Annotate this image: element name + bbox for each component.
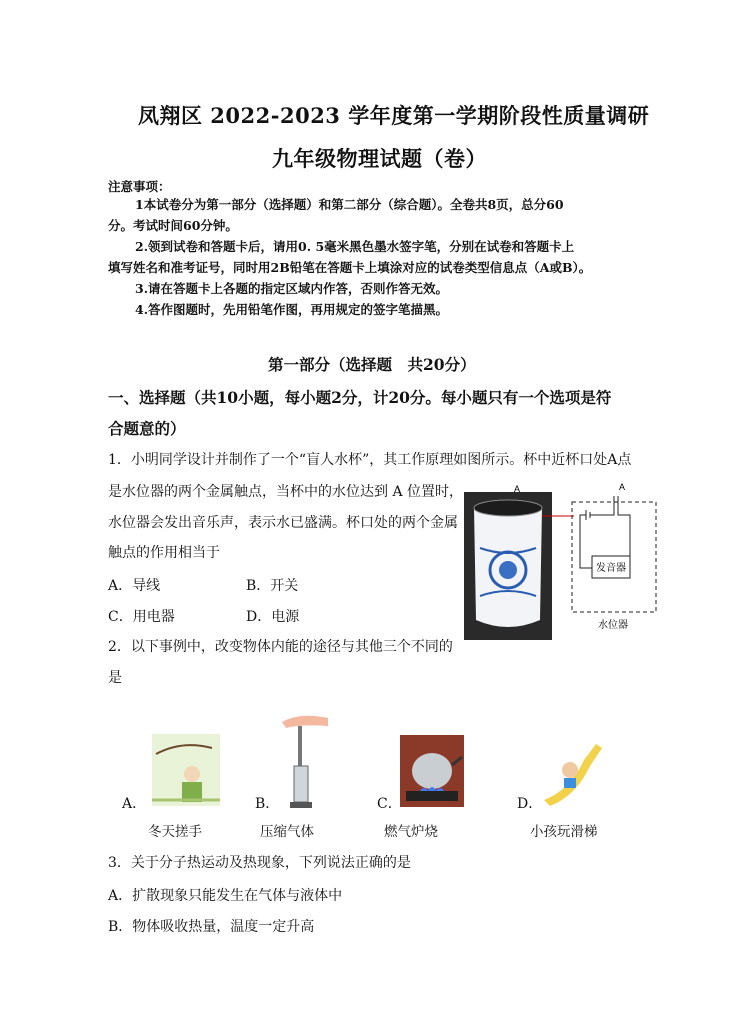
compress-gas-illustration <box>280 712 330 812</box>
notes-line: 1本试卷分为第一部分（选择题）和第二部分（综合题）。全卷共8页，总分60 <box>135 197 564 212</box>
q2-caption-b: 压缩气体 <box>260 824 314 840</box>
q1-stem: 触点的作用相当于 <box>108 545 220 561</box>
q3-option-a: A．扩散现象只能发生在气体与液体中 <box>108 888 343 904</box>
sounder-label: 发音器 <box>596 563 626 574</box>
section-heading: 一、选择题（共10小题，每小题2分，计20分。每小题只有一个选项是符 <box>108 388 612 407</box>
q3-option-b: B．物体吸收热量，温度一定升高 <box>108 919 315 935</box>
q2-stem: 2．以下事例中，改变物体内能的途径与其他三个不同的 <box>108 639 453 655</box>
rub-hands-illustration <box>152 734 220 806</box>
q1-option-a: A．导线 <box>108 578 161 594</box>
notes-line: 填写姓名和准考证号，同时用2B铅笔在答题卡上填涂对应的试卷类型信息点（A或B）。 <box>108 260 592 275</box>
q1-figure <box>464 478 664 640</box>
q3-stem: 3．关于分子热运动及热现象，下列说法正确的是 <box>108 855 411 871</box>
q2-option-a-letter: A． <box>122 796 147 812</box>
notes-heading: 注意事项： <box>108 179 171 194</box>
notes-line: 4.答作图题时，先用铅笔作图，再用规定的签字笔描黑。 <box>135 302 449 317</box>
q2-caption-a: 冬天搓手 <box>148 824 202 840</box>
q1-option-b: B．开关 <box>246 578 299 594</box>
water-level-caption: 水位器 <box>598 620 628 631</box>
q2-stem: 是 <box>108 670 122 686</box>
notes-line: 3.请在答题卡上各题的指定区域内作答，否则作答无效。 <box>135 281 449 296</box>
part1-heading: 第一部分（选择题 共20分） <box>268 355 476 374</box>
gas-stove-illustration <box>400 735 464 807</box>
q2-caption-c: 燃气炉烧 <box>384 824 438 840</box>
cup-label-a: A <box>514 484 521 494</box>
q1-stem: 1．小明同学设计并制作了一个“盲人水杯”，其工作原理如图所示。杯中近杯口处A点 <box>108 452 632 468</box>
circuit-label-a: A <box>619 482 626 492</box>
q1-option-d: D．电源 <box>246 609 300 625</box>
exam-title: 凤翔区 2022-2023 学年度第一学期阶段性质量调研 <box>138 103 650 128</box>
notes-line: 2.领到试卷和答题卡后，请用0. 5毫米黑色墨水签字笔，分别在试卷和答题卡上 <box>135 239 575 254</box>
q2-option-d-letter: D． <box>517 796 543 812</box>
slide-illustration <box>540 740 606 806</box>
q2-caption-d: 小孩玩滑梯 <box>530 824 598 840</box>
section-heading-cont: 合题意的） <box>108 419 186 438</box>
notes-line: 分。考试时间60分钟。 <box>108 218 238 233</box>
q2-option-c-letter: C． <box>377 796 402 812</box>
exam-subtitle: 九年级物理试题（卷） <box>272 146 487 171</box>
q2-option-b-letter: B． <box>255 796 280 812</box>
q1-stem: 水位器会发出音乐声，表示水已盛满。杯口处的两个金属 <box>108 515 458 531</box>
q1-option-c: C．用电器 <box>108 609 175 625</box>
q1-stem: 是水位器的两个金属触点，当杯中的水位达到 A 位置时， <box>108 484 464 500</box>
